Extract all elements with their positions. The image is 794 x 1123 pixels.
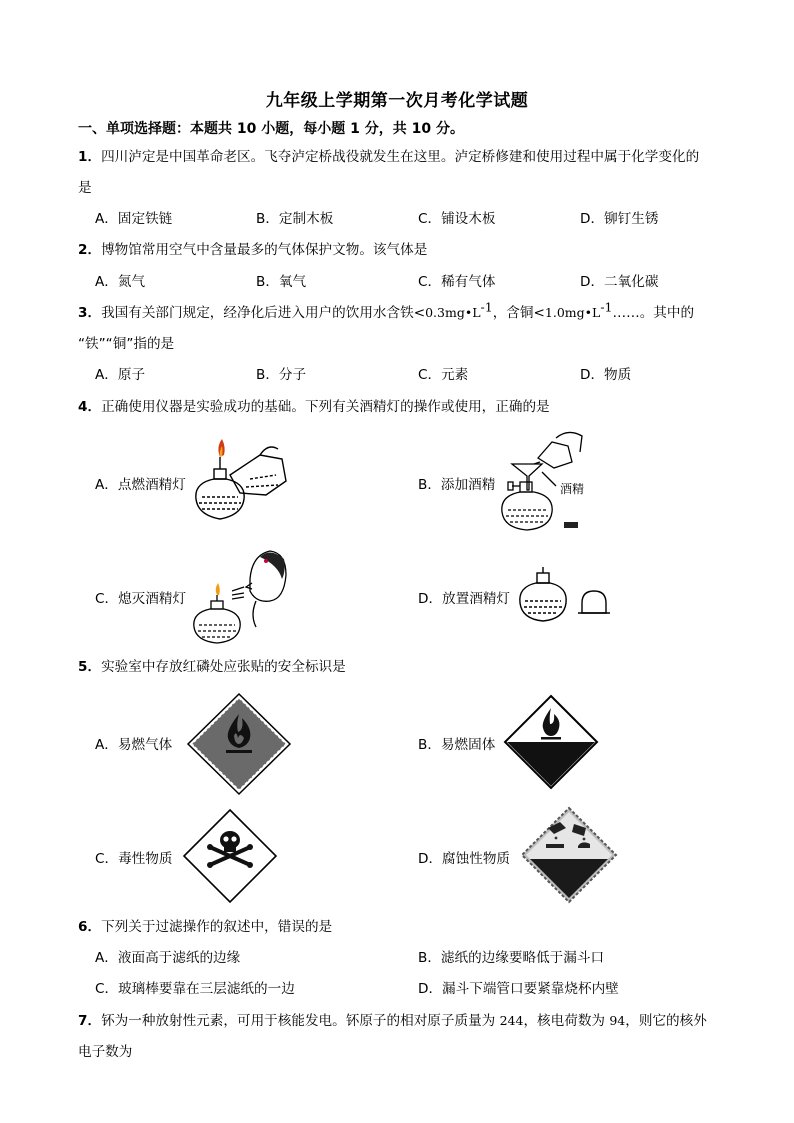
lamp-lit-by-lamp-figure: [190, 435, 290, 525]
q2-option-d[interactable]: D．二氧化碳: [580, 274, 659, 290]
question-3-number: 3．: [78, 305, 102, 321]
q5-option-a[interactable]: A．易燃气体: [95, 737, 173, 753]
question-1-number: 1．: [78, 149, 102, 165]
q1-option-b[interactable]: B．定制木板: [256, 211, 334, 227]
question-5-number: 5．: [78, 659, 102, 675]
nuclear-charge: 94: [609, 1013, 626, 1028]
question-7-number: 7．: [78, 1013, 102, 1029]
alcohol-label: 酒精: [560, 482, 585, 496]
q1-option-d[interactable]: D．铆钉生锈: [580, 211, 659, 227]
question-4-text: [78, 395, 550, 415]
question-5-stem: 实验室中存放红磷处应张贴的安全标识是: [101, 659, 346, 675]
question-6-stem: 下列关于过滤操作的叙述中，错误的是: [101, 919, 333, 935]
question-3-text-cont: “铁”“铜”指的是: [78, 336, 175, 352]
corrosive-substance-sign: [520, 806, 618, 904]
q4-option-a[interactable]: A．点燃酒精灯: [95, 477, 186, 493]
q4-option-d[interactable]: D．放置酒精灯: [418, 591, 511, 607]
question-6-text: [78, 915, 332, 935]
question-7-stem-c: ，则它的核外: [625, 1013, 707, 1029]
q3-option-d[interactable]: D．物质: [580, 367, 632, 383]
q6-option-b[interactable]: B．滤纸的边缘要略低于漏斗口: [418, 950, 605, 966]
blow-out-lamp-figure: [190, 545, 290, 645]
question-7-stem-b: ，核电荷数为: [523, 1013, 610, 1029]
question-1-stem: 四川泸定是中国革命老区。飞夺泸定桥战役就发生在这里。泸定桥修建和使用过程中属于化学变化的: [101, 149, 700, 165]
iron-limit: 0.3mg•L: [425, 305, 481, 320]
question-7-stem-a: 钚为一种放射性元素，可用于核能发电。钚原子的相对原子质量为: [101, 1013, 500, 1029]
section-heading: 一、单项选择题：本题共 10 小题，每小题 1 分，共 10 分。: [78, 121, 464, 137]
q3-option-a[interactable]: A．原子: [95, 367, 146, 383]
q6-option-c[interactable]: C．玻璃棒要靠在三层滤纸的一边: [95, 981, 295, 997]
question-1-text-cont: 是: [78, 180, 92, 196]
copper-limit: 1.0mg•L: [544, 305, 601, 320]
q5-option-b[interactable]: B．易燃固体: [418, 737, 496, 753]
q4-option-c[interactable]: C．熄灭酒精灯: [95, 591, 187, 607]
flammable-gas-sign: [186, 692, 292, 796]
question-1-text: [78, 145, 699, 165]
q3-option-c[interactable]: C．元素: [418, 367, 469, 383]
question-2-text: [78, 238, 427, 258]
question-3-stem-c: ……。其中的: [612, 305, 695, 321]
question-4-stem: 正确使用仪器是实验成功的基础。下列有关酒精灯的操作或使用，正确的是: [101, 399, 550, 415]
toxic-substance-sign: [182, 808, 278, 904]
flammable-solid-sign: [503, 694, 599, 790]
q6-option-a[interactable]: A．液面高于滤纸的边缘: [95, 950, 241, 966]
question-7-text-cont: 电子数为: [78, 1044, 133, 1060]
question-6-number: 6．: [78, 919, 102, 935]
iron-limit-exponent: -1: [480, 299, 493, 315]
q1-option-c[interactable]: C．铺设木板: [418, 211, 496, 227]
q6-option-d[interactable]: D．漏斗下端管口要紧靠烧杯内壁: [418, 981, 619, 997]
question-3-stem-b: ，含铜<: [492, 305, 545, 321]
copper-limit-exponent: -1: [600, 299, 613, 315]
q5-option-c[interactable]: C．毒性物质: [95, 851, 173, 867]
q5-option-d[interactable]: D．腐蚀性物质: [418, 851, 511, 867]
lamp-with-cap-figure: [516, 565, 616, 625]
question-7-text: [78, 1009, 707, 1029]
question-4-number: 4．: [78, 399, 102, 415]
question-2-number: 2．: [78, 242, 102, 258]
question-3-stem-a: 我国有关部门规定，经净化后进入用户的饮用水含铁<: [101, 305, 426, 321]
q2-option-a[interactable]: A．氮气: [95, 274, 146, 290]
q1-option-a[interactable]: A．固定铁链: [95, 211, 173, 227]
page-title: 九年级上学期第一次月考化学试题: [265, 91, 529, 111]
q3-option-b[interactable]: B．分子: [256, 367, 307, 383]
q2-option-c[interactable]: C．稀有气体: [418, 274, 496, 290]
question-5-text: [78, 655, 346, 675]
q4-option-b[interactable]: B．添加酒精: [418, 477, 496, 493]
question-3-text: [78, 301, 694, 321]
relative-atomic-mass: 244: [499, 1013, 524, 1028]
question-2-stem: 博物馆常用空气中含量最多的气体保护文物。该气体是: [101, 242, 428, 258]
q2-option-b[interactable]: B．氧气: [256, 274, 307, 290]
